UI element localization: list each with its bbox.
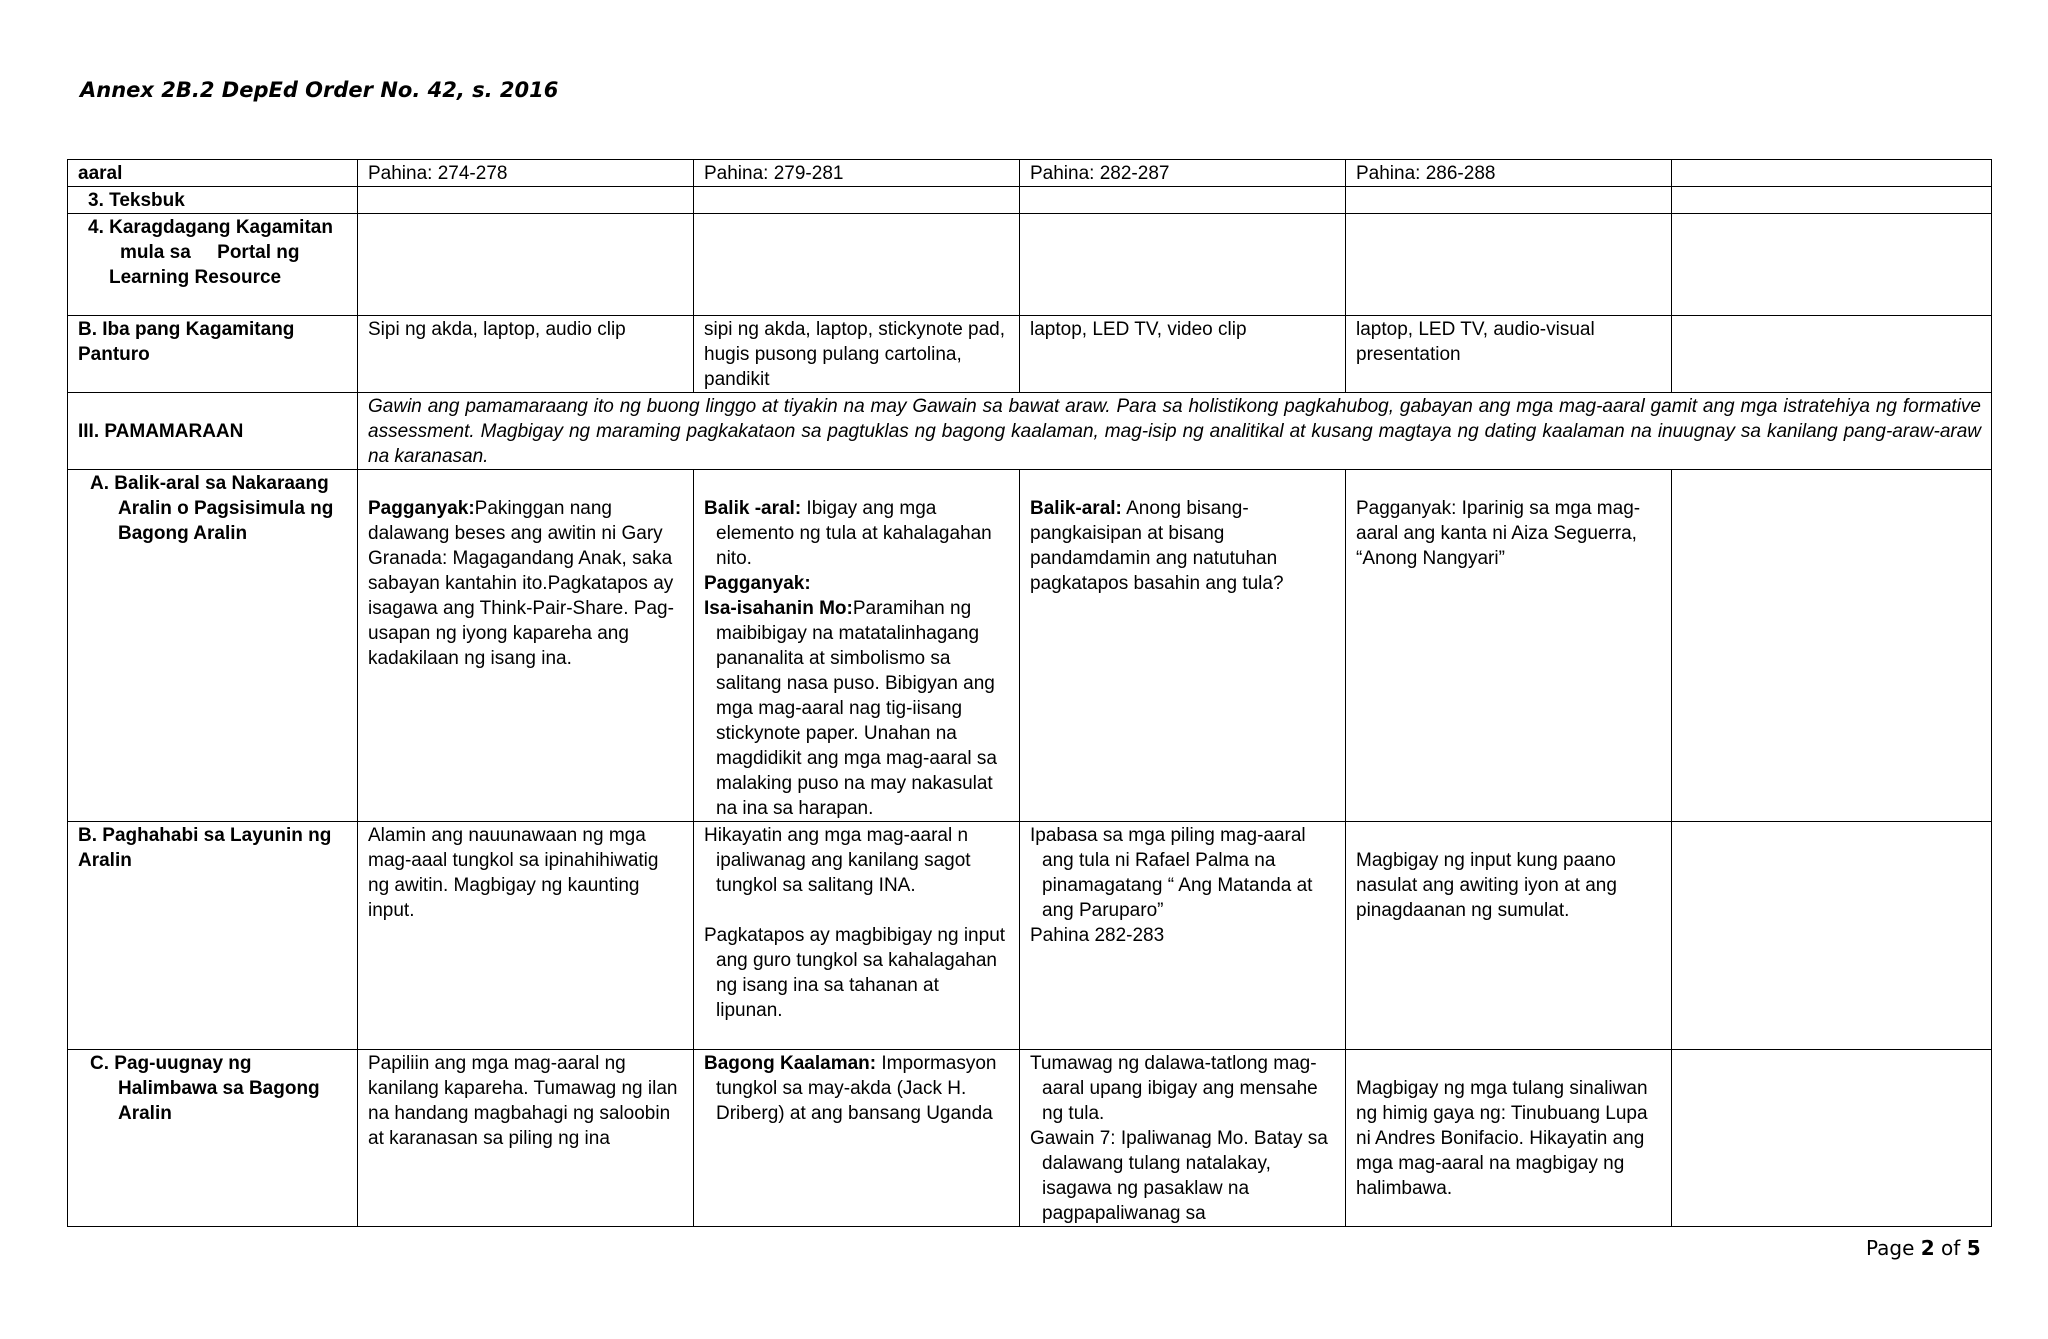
row-label-pamamaraan: III. PAMAMARAAN (68, 393, 358, 470)
cell-iba-pang-day3: laptop, LED TV, video clip (1020, 316, 1346, 393)
row-label-paghahabi: B. Paghahabi sa Layunin ng Aralin (68, 822, 358, 1050)
table-row-teksbuk (68, 187, 1992, 214)
cell-pag-uugnay-day4: Magbigay ng mga tulang sinaliwan ng himig gaya ng: Tinubuang Lupa ni Andres Bonifacio. Hikayatin ang mga mag-aaral na magbigay ng halimbawa. (1346, 1050, 1672, 1227)
cell-paghahabi-day1: Alamin ang nauunawaan ng mga mag-aaal tungkol sa ipinahihiwatig ng awitin. Magbigay ng kaunting input. (358, 822, 694, 1050)
table-row-pag-uugnay (68, 1050, 1992, 1227)
cell-pag-uugnay-day3: Tumawag ng dalawa-tatlong mag-aaral upang ibigay ang mensahe ng tula. Gawain 7: Ipaliwanag Mo. Batay sa dalawang tulang natalakay, isagawa ng pasaklaw na pagpapaliwanag sa (1020, 1050, 1346, 1227)
table-row-iba-pang-kagamitan (68, 316, 1992, 393)
cell-paghahabi-day4: Magbigay ng input kung paano nasulat ang awiting iyon at ang pinagdaanan ng sumulat. (1346, 822, 1672, 1050)
cell-aaral-day2: Pahina: 279-281 (694, 160, 1020, 187)
table-row-karagdagang-kagamitan (68, 214, 1992, 316)
cell-pag-uugnay-day2: Bagong Kaalaman: Impormasyon tungkol sa may-akda (Jack H. Driberg) at ang bansang Uganda (694, 1050, 1020, 1227)
cell-paghahabi-day3: Ipabasa sa mga piling mag-aaral ang tula ni Rafael Palma na pinamagatang “ Ang Matanda at ang Paruparo” Pahina 282-283 (1020, 822, 1346, 1050)
cell-paghahabi-day2: Hikayatin ang mga mag-aaral n ipaliwanag ang kanilang sagot tungkol sa salitang INA. Pagkatapos ay magbibigay ng input ang guro tungkol sa kahalagahan ng isang ina sa tahanan at lipunan. (694, 822, 1020, 1050)
page-number: Page 2 of 5 (1866, 1236, 1981, 1260)
cell-aaral-day4: Pahina: 286-288 (1346, 160, 1672, 187)
cell-balik-aral-day4: Pagganyak: Iparinig sa mga mag-aaral ang kanta ni Aiza Seguerra, “Anong Nangyari” (1346, 470, 1672, 822)
cell-balik-aral-day3: Balik-aral: Anong bisang-pangkaisipan at bisang pandamdamin ang natutuhan pagkatapos basahin ang tula? (1020, 470, 1346, 822)
table-row-aaral (68, 160, 1992, 187)
cell-iba-pang-day1: Sipi ng akda, laptop, audio clip (358, 316, 694, 393)
cell-pag-uugnay-day1: Papiliin ang mga mag-aaral ng kanilang kapareha. Tumawag ng ilan na handang magbahagi ng saloobin at karanasan sa piling ng ina (358, 1050, 694, 1227)
row-label-teksbuk: 3. Teksbuk (88, 190, 185, 211)
row-label-karagdagang-kagamitan: 4. Karagdagang Kagamitan mula sa Portal ng Learning Resource (68, 214, 358, 316)
cell-balik-aral-day1: Pagganyak:Pakinggan nang dalawang beses ang awitin ni Gary Granada: Magagandang Anak, saka sabayan kantahin ito.Pagkatapos ay isagawa ang Think-Pair-Share. Pag-usapan ng iyong kapareha ang kadakilaan ng isang ina. (358, 470, 694, 822)
row-label-pag-uugnay: C. Pag-uugnay ng Halimbawa sa Bagong Aralin (90, 1053, 320, 1124)
row-label-iba-pang-kagamitan: B. Iba pang Kagamitang Panturo (68, 316, 358, 393)
row-label-balik-aral: A. Balik-aral sa Nakaraang Aralin o Pagsisimula ng Bagong Aralin (90, 473, 334, 544)
table-row-pamamaraan (68, 393, 1992, 470)
cell-aaral-day3: Pahina: 282-287 (1020, 160, 1346, 187)
row-label-aaral: aaral (68, 160, 358, 187)
daily-lesson-log-table (67, 159, 1992, 1227)
page-header-title: Annex 2B.2 DepEd Order No. 42, s. 2016 (80, 78, 559, 102)
table-row-paghahabi (68, 822, 1992, 1050)
cell-balik-aral-day2: Balik -aral: Ibigay ang mga elemento ng tula at kahalagahan nito. Pagganyak: Isa-isahanin Mo:Paramihan ng maibibigay na matatalinhagang pananalita at simbolismo sa salitang nasa puso. Bibigyan ang mga mag-aaral nag tig-iisang stickynote paper. Unahan na magdidikit ang mga mag-aaral sa malaking puso na may nakasulat na ina sa harapan. (694, 470, 1020, 822)
cell-iba-pang-day2: sipi ng akda, laptop, stickynote pad, hugis pusong pulang cartolina, pandikit (694, 316, 1020, 393)
cell-aaral-day1: Pahina: 274-278 (358, 160, 694, 187)
table-row-balik-aral (68, 470, 1992, 822)
cell-aaral-day5 (1672, 160, 1992, 187)
cell-iba-pang-day4: laptop, LED TV, audio-visual presentation (1346, 316, 1672, 393)
pamamaraan-instruction: Gawin ang pamamaraang ito ng buong linggo at tiyakin na may Gawain sa bawat araw. Para sa holistikong pagkahubog, gabayan ang mga mag-aaral gamit ang mga istratehiya ng formative assessment. Magbigay ng maraming pagkakataon sa pagtuklas ng bagong kaalaman, mag-isip ng analitikal at kusang magtaya ng dating kaalaman na inuugnay sa kanilang pang-araw-araw na karanasan. (358, 393, 1992, 470)
